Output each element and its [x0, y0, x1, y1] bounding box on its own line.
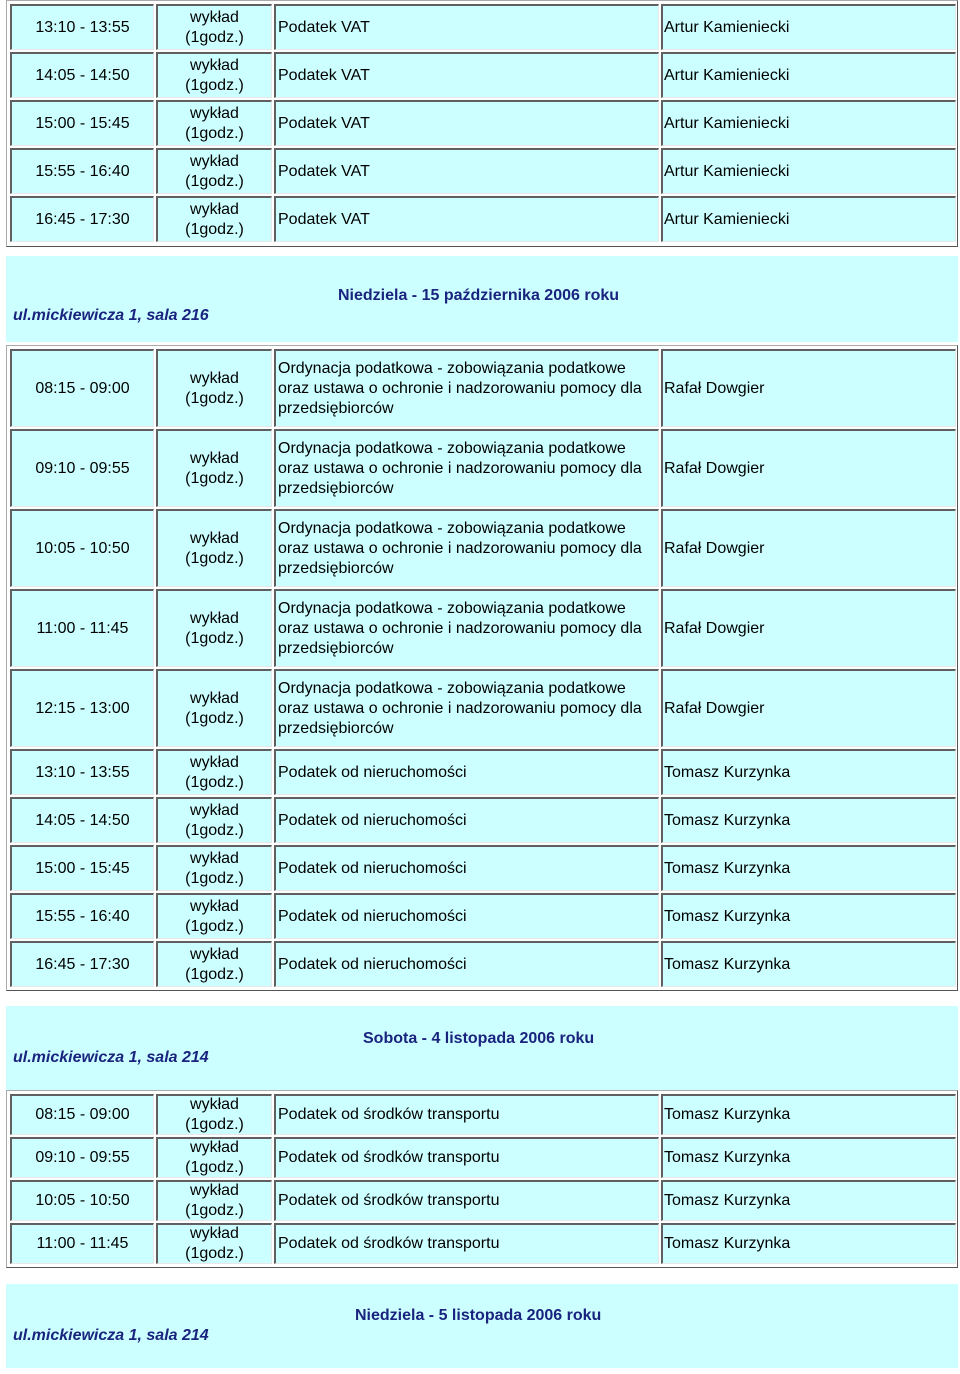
type-line: (1godz.): [185, 1245, 244, 1262]
time-text: 10:05 - 10:50: [35, 1192, 130, 1209]
type-line: (1godz.): [185, 124, 244, 142]
lecturer-cell: [661, 941, 956, 987]
subject-line: oraz ustawa o ochronie i nadzorowaniu pomocy dla: [278, 619, 642, 637]
subject-line: przedsiębiorców: [278, 559, 394, 577]
lecturer-cell: [661, 893, 956, 939]
location-label: ul.mickiewicza 1, sala 214: [13, 1327, 209, 1344]
type-line: wykład: [190, 56, 239, 74]
type-line: (1godz.): [185, 1116, 244, 1133]
time-cell: [10, 349, 154, 427]
subject-line: Podatek od środków transportu: [278, 1106, 500, 1123]
type-line: (1godz.): [185, 28, 244, 46]
type-cell: [156, 941, 272, 987]
lecturer-name: Rafał Dowgier: [664, 699, 765, 717]
time-text: 15:55 - 16:40: [35, 162, 130, 180]
time-text: 16:45 - 17:30: [35, 955, 130, 973]
subject-cell: [274, 749, 659, 795]
time-text: 12:15 - 13:00: [35, 699, 130, 717]
type-cell: [156, 1094, 272, 1135]
type-cell: [156, 196, 272, 242]
subject-line: Podatek od nieruchomości: [278, 763, 467, 781]
section-header-3: [6, 1284, 958, 1368]
type-line: wykład: [190, 1139, 239, 1156]
lecturer-cell: [661, 669, 956, 747]
type-line: (1godz.): [185, 172, 244, 190]
lecturer-name: Artur Kamieniecki: [664, 210, 790, 228]
subject-cell: [274, 669, 659, 747]
lecturer-cell: [661, 589, 956, 667]
lecturer-cell: [661, 797, 956, 843]
subject-line: oraz ustawa o ochronie i nadzorowaniu pomocy dla: [278, 539, 642, 557]
time-cell: [10, 196, 154, 242]
type-line: wykład: [190, 449, 239, 467]
lecturer-cell: [661, 1180, 956, 1221]
table-rows: [7, 346, 957, 990]
type-line: (1godz.): [185, 76, 244, 94]
time-text: 14:05 - 14:50: [35, 66, 130, 84]
lecturer-name: Rafał Dowgier: [664, 459, 765, 477]
subject-cell: [274, 797, 659, 843]
subject-line: Ordynacja podatkowa - zobowiązania podatkowe: [278, 679, 626, 697]
type-line: (1godz.): [185, 389, 244, 407]
lecturer-name: Tomasz Kurzynka: [664, 1192, 791, 1209]
subject-cell: [274, 589, 659, 667]
lecturer-name: Tomasz Kurzynka: [664, 763, 791, 781]
day-title: Sobota - 4 listopada 2006 roku: [363, 1030, 595, 1047]
time-text: 08:15 - 09:00: [35, 1106, 130, 1123]
lecturer-name: Artur Kamieniecki: [664, 66, 790, 84]
lecturer-name: Tomasz Kurzynka: [664, 811, 791, 829]
lecturer-name: Tomasz Kurzynka: [664, 1149, 791, 1166]
time-cell: [10, 4, 154, 50]
lecturer-cell: [661, 1137, 956, 1178]
lecturer-cell: [661, 509, 956, 587]
time-cell: [10, 509, 154, 587]
day-title: Niedziela - 15 października 2006 roku: [338, 287, 620, 304]
type-cell: [156, 429, 272, 507]
time-text: 11:00 - 11:45: [36, 1235, 129, 1252]
time-cell: [10, 893, 154, 939]
time-text: 16:45 - 17:30: [35, 210, 130, 228]
type-cell: [156, 100, 272, 146]
subject-line: Podatek od środków transportu: [278, 1149, 500, 1166]
lecturer-cell: [661, 1094, 956, 1135]
time-cell: [10, 1137, 154, 1178]
subject-line: Podatek VAT: [278, 114, 370, 132]
type-cell: [156, 148, 272, 194]
subject-line: Podatek od nieruchomości: [278, 859, 467, 877]
subject-text: [278, 519, 642, 579]
subject-line: przedsiębiorców: [278, 639, 394, 657]
time-text: 08:15 - 09:00: [35, 379, 130, 397]
type-cell: [156, 1223, 272, 1264]
subject-text: [278, 439, 642, 499]
subject-text: [278, 210, 370, 230]
subject-cell: [274, 1180, 659, 1221]
type-cell: [156, 509, 272, 587]
lecturer-name: Tomasz Kurzynka: [664, 1106, 791, 1123]
lecturer-cell: [661, 100, 956, 146]
schedule-table-2: [6, 345, 958, 991]
subject-text: [278, 162, 370, 182]
time-text: 11:00 - 11:45: [36, 619, 129, 637]
type-line: wykład: [190, 897, 239, 915]
subject-cell: [274, 941, 659, 987]
time-cell: [10, 52, 154, 98]
type-line: wykład: [190, 8, 239, 26]
subject-text: [278, 1105, 499, 1125]
subject-line: Podatek VAT: [278, 66, 370, 84]
location-label: ul.mickiewicza 1, sala 216: [13, 307, 209, 324]
subject-line: oraz ustawa o ochronie i nadzorowaniu pomocy dla: [278, 459, 642, 477]
subject-cell: [274, 349, 659, 427]
subject-cell: [274, 100, 659, 146]
type-cell: [156, 749, 272, 795]
subject-line: Podatek od środków transportu: [278, 1192, 500, 1209]
subject-line: Podatek VAT: [278, 162, 370, 180]
time-cell: [10, 589, 154, 667]
subject-line: Ordynacja podatkowa - zobowiązania podatkowe: [278, 439, 626, 457]
type-line: wykład: [190, 801, 239, 819]
day-title: Niedziela - 5 listopada 2006 roku: [355, 1307, 602, 1324]
subject-cell: [274, 196, 659, 242]
type-line: (1godz.): [185, 1159, 244, 1176]
lecturer-name: Rafał Dowgier: [664, 379, 765, 397]
time-cell: [10, 1180, 154, 1221]
type-cell: [156, 669, 272, 747]
type-line: (1godz.): [185, 869, 244, 887]
type-line: wykład: [190, 369, 239, 387]
type-line: wykład: [190, 1182, 239, 1199]
type-line: (1godz.): [185, 629, 244, 647]
subject-line: przedsiębiorców: [278, 399, 394, 417]
subject-text: [278, 1148, 499, 1168]
type-cell: [156, 349, 272, 427]
type-cell: [156, 1137, 272, 1178]
type-line: wykład: [190, 609, 239, 627]
type-line: wykład: [190, 1096, 239, 1113]
subject-line: oraz ustawa o ochronie i nadzorowaniu pomocy dla: [278, 379, 642, 397]
schedule-table-3: [6, 1090, 958, 1268]
type-line: (1godz.): [185, 469, 244, 487]
subject-cell: [274, 429, 659, 507]
subject-line: Podatek VAT: [278, 210, 370, 228]
lecturer-cell: [661, 349, 956, 427]
time-cell: [10, 1094, 154, 1135]
subject-cell: [274, 148, 659, 194]
subject-text: [278, 811, 467, 831]
type-line: wykład: [190, 104, 239, 122]
time-text: 15:00 - 15:45: [35, 859, 130, 877]
type-line: wykład: [190, 200, 239, 218]
subject-text: [278, 18, 370, 38]
subject-line: Podatek VAT: [278, 18, 370, 36]
lecturer-name: Artur Kamieniecki: [664, 162, 790, 180]
subject-text: [278, 763, 467, 783]
subject-cell: [274, 1223, 659, 1264]
type-line: (1godz.): [185, 917, 244, 935]
subject-line: Ordynacja podatkowa - zobowiązania podatkowe: [278, 519, 626, 537]
subject-text: [278, 1234, 499, 1254]
type-cell: [156, 1180, 272, 1221]
time-cell: [10, 1223, 154, 1264]
lecturer-name: Tomasz Kurzynka: [664, 907, 791, 925]
location-label: ul.mickiewicza 1, sala 214: [13, 1049, 209, 1066]
type-line: (1godz.): [185, 773, 244, 791]
type-line: (1godz.): [185, 709, 244, 727]
subject-text: [278, 859, 467, 879]
subject-text: [278, 907, 467, 927]
time-text: 15:00 - 15:45: [35, 114, 130, 132]
time-text: 15:55 - 16:40: [35, 907, 130, 925]
type-cell: [156, 845, 272, 891]
subject-line: Ordynacja podatkowa - zobowiązania podatkowe: [278, 599, 626, 617]
time-text: 09:10 - 09:55: [35, 459, 130, 477]
type-cell: [156, 52, 272, 98]
subject-line: Ordynacja podatkowa - zobowiązania podatkowe: [278, 359, 626, 377]
subject-text: [278, 114, 370, 134]
lecturer-name: Rafał Dowgier: [664, 619, 765, 637]
time-text: 13:10 - 13:55: [35, 18, 130, 36]
lecturer-cell: [661, 1223, 956, 1264]
subject-cell: [274, 1137, 659, 1178]
subject-line: Podatek od środków transportu: [278, 1235, 500, 1252]
type-cell: [156, 797, 272, 843]
type-line: (1godz.): [185, 549, 244, 567]
type-cell: [156, 589, 272, 667]
subject-text: [278, 955, 467, 975]
subject-line: oraz ustawa o ochronie i nadzorowaniu pomocy dla: [278, 699, 642, 717]
subject-cell: [274, 4, 659, 50]
lecturer-name: Tomasz Kurzynka: [664, 1235, 791, 1252]
lecturer-name: Artur Kamieniecki: [664, 114, 790, 132]
lecturer-name: Tomasz Kurzynka: [664, 955, 791, 973]
subject-line: przedsiębiorców: [278, 719, 394, 737]
time-text: 10:05 - 10:50: [35, 539, 130, 557]
schedule-table-1: [6, 0, 958, 247]
time-cell: [10, 797, 154, 843]
time-text: 09:10 - 09:55: [35, 1149, 130, 1166]
type-line: (1godz.): [185, 220, 244, 238]
time-cell: [10, 749, 154, 795]
time-cell: [10, 669, 154, 747]
type-cell: [156, 4, 272, 50]
lecturer-cell: [661, 52, 956, 98]
type-line: wykład: [190, 945, 239, 963]
type-line: wykład: [190, 152, 239, 170]
lecturer-name: Tomasz Kurzynka: [664, 859, 791, 877]
subject-line: przedsiębiorców: [278, 479, 394, 497]
lecturer-name: Rafał Dowgier: [664, 539, 765, 557]
lecturer-cell: [661, 749, 956, 795]
subject-cell: [274, 893, 659, 939]
subject-cell: [274, 509, 659, 587]
subject-text: [278, 599, 642, 659]
lecturer-cell: [661, 4, 956, 50]
subject-line: Podatek od nieruchomości: [278, 907, 467, 925]
subject-line: Podatek od nieruchomości: [278, 811, 467, 829]
time-text: 14:05 - 14:50: [35, 811, 130, 829]
type-line: (1godz.): [185, 1202, 244, 1219]
lecturer-cell: [661, 148, 956, 194]
time-cell: [10, 941, 154, 987]
subject-text: [278, 359, 642, 419]
time-text: 13:10 - 13:55: [35, 763, 130, 781]
time-cell: [10, 845, 154, 891]
type-line: (1godz.): [185, 821, 244, 839]
time-cell: [10, 100, 154, 146]
lecturer-cell: [661, 429, 956, 507]
type-line: (1godz.): [185, 965, 244, 983]
time-cell: [10, 429, 154, 507]
subject-cell: [274, 1094, 659, 1135]
type-line: wykład: [190, 753, 239, 771]
type-cell: [156, 893, 272, 939]
lecturer-cell: [661, 845, 956, 891]
table-rows: [7, 1091, 957, 1267]
subject-cell: [274, 845, 659, 891]
section-header-1: [6, 256, 958, 342]
lecturer-cell: [661, 196, 956, 242]
subject-text: [278, 679, 642, 739]
type-line: wykład: [190, 529, 239, 547]
type-line: wykład: [190, 689, 239, 707]
table-rows: [7, 1, 957, 246]
lecturer-name: Artur Kamieniecki: [664, 18, 790, 36]
subject-text: [278, 1191, 499, 1211]
subject-line: Podatek od nieruchomości: [278, 955, 467, 973]
section-header-2: [6, 1006, 958, 1090]
time-cell: [10, 148, 154, 194]
type-line: wykład: [190, 849, 239, 867]
subject-cell: [274, 52, 659, 98]
type-line: wykład: [190, 1225, 239, 1242]
subject-text: [278, 66, 370, 86]
